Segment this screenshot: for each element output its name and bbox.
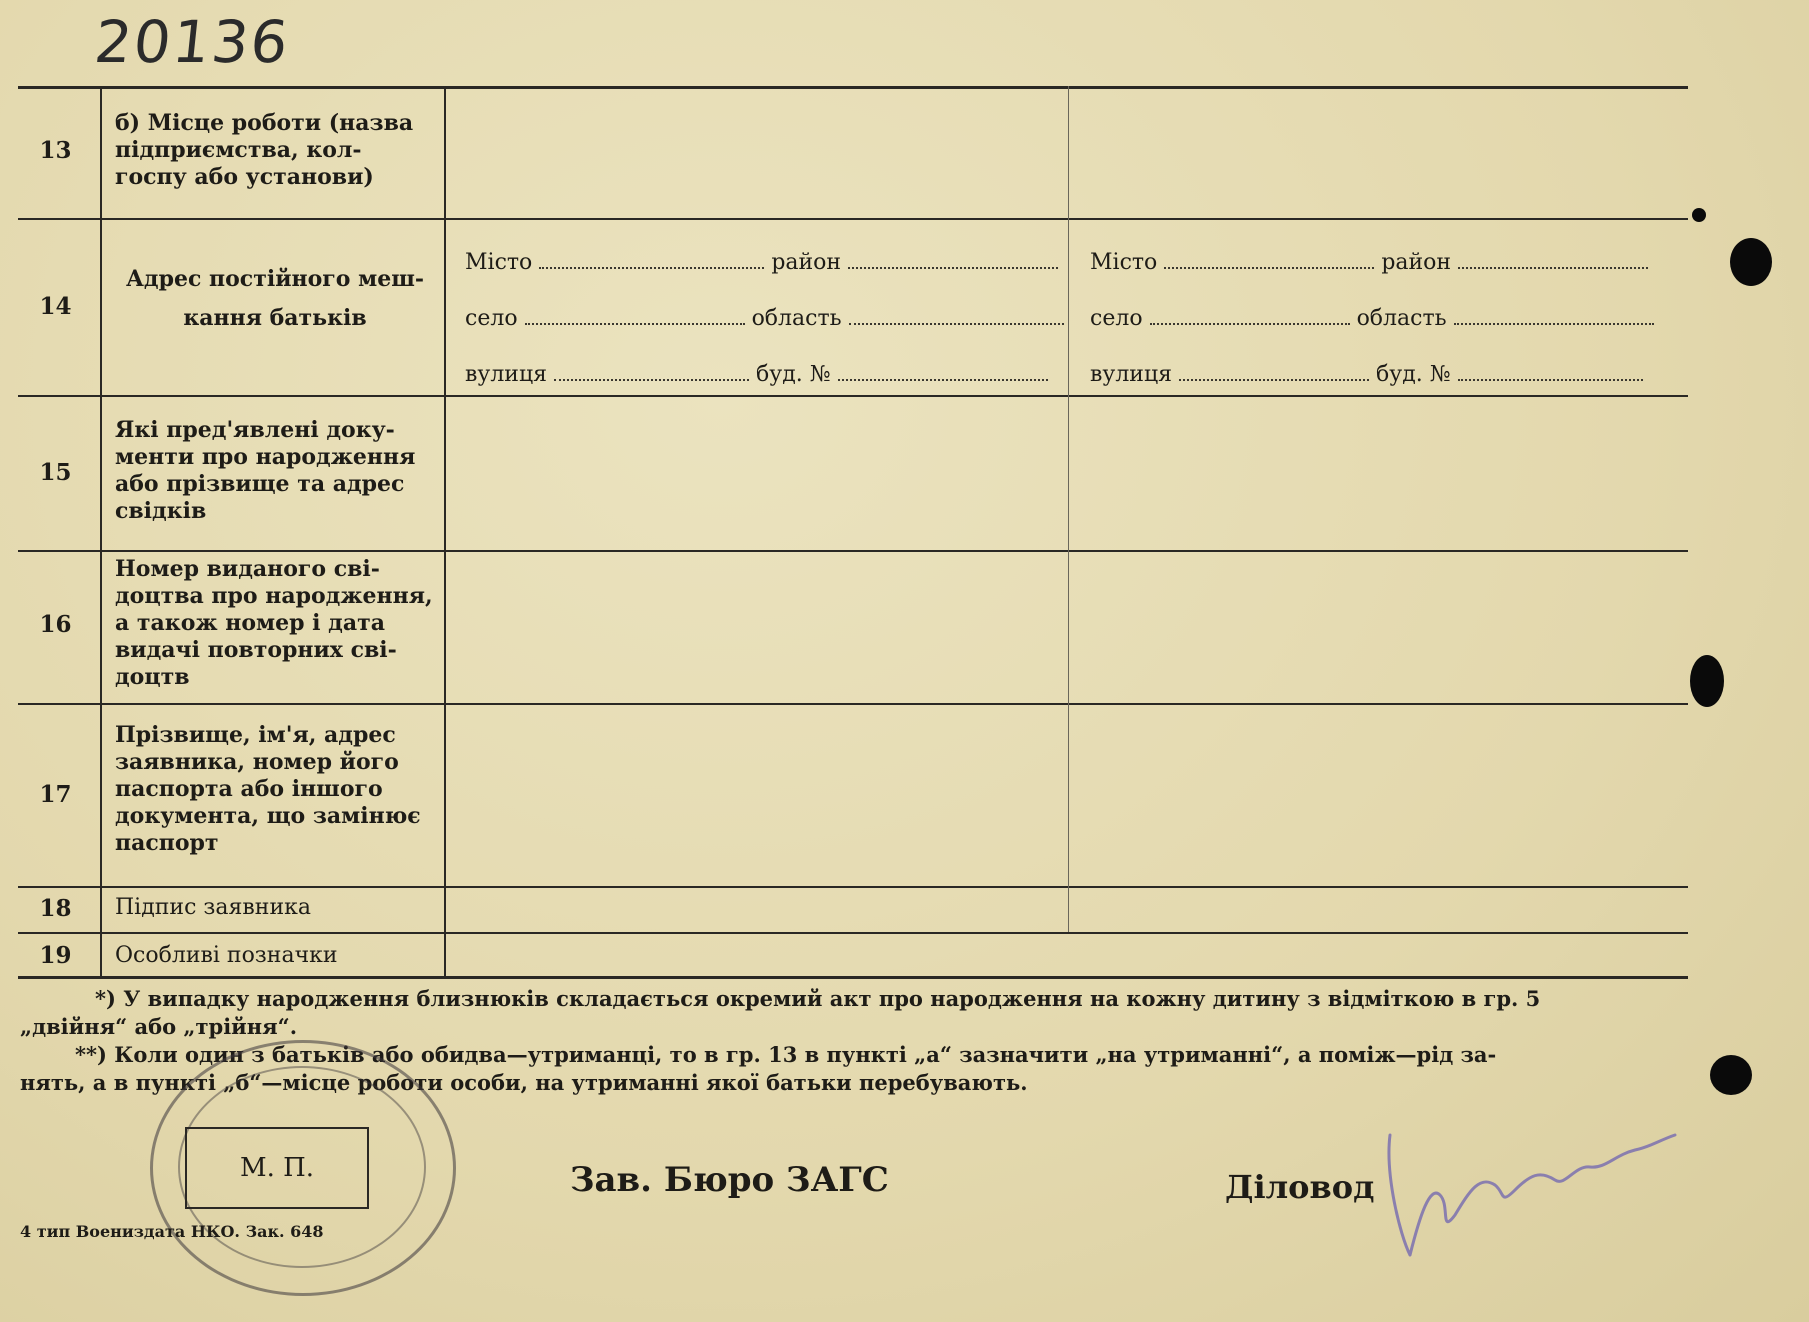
row-label: Підпис заявника [115,895,311,920]
clerk-signature [1380,1095,1680,1265]
row-number: 18 [39,895,72,922]
table-bottom-rule [18,976,1688,979]
row-divider [18,218,1688,220]
row-number: 14 [39,293,72,320]
punch-hole [1710,1055,1752,1095]
punch-hole [1690,655,1724,707]
row-label: Особливі позначки [115,943,338,968]
row-number: 13 [39,137,72,164]
address-village-line: село область [1090,306,1654,331]
parents-column-divider [1068,86,1069,932]
address-city-line: Місто район [1090,250,1648,275]
head-of-registry-label: Зав. Бюро ЗАГС [570,1160,889,1200]
row-label: Адрес постійного меш- кання батьків [126,266,424,331]
row-number: 15 [39,459,72,486]
row-divider [18,703,1688,705]
num-column-divider [100,86,102,976]
row-label: б) Місце роботи (назва підприємства, кол- госпу або установи) [115,110,414,190]
seal-placement-box: М. П. [185,1127,369,1209]
punch-hole [1730,238,1772,286]
row-divider [18,395,1688,397]
label-column-divider [444,86,446,976]
table-top-rule [18,86,1688,89]
address-city-line: Місто район [465,250,1058,275]
row-label: Прізвище, ім'я, адрес заявника, номер його паспорта або іншого документа, що замінює паспорт [115,722,421,856]
row-divider [18,932,1688,934]
row-number: 16 [39,611,72,638]
punch-hole [1692,208,1706,222]
address-street-line: вулиця буд. № [1090,362,1643,387]
address-village-line: село область [465,306,1064,331]
printer-imprint: 4 тип Воениздата НКО. Зак. 648 [20,1222,324,1241]
footnotes: *) У випадку народження близнюків складається окремий акт про народження на кожну дитину з відміткою в гр. 5 „двійня“ або „трійня“. **) Коли один з батьків або обидва—утриманці, то в гр. 13 в пункті „а“ зазначити „на утриманні“, а поміж—рід за- нять, а в пункті „б“—місце роботи особи, на утриманні якої батьки перебувають. [20,986,1541,1095]
row-label: Номер виданого сві- доцтва про народження, а також номер і дата видачі повторних сві- доцтв [115,556,433,690]
row-number: 17 [39,781,72,808]
row-divider [18,886,1688,888]
document-number: 20136 [91,8,294,76]
clerk-label: Діловод [1225,1168,1375,1206]
row-number: 19 [39,942,72,969]
row-label: Які пред'явлені доку- менти про народження або прізвище та адрес свідків [115,417,416,524]
row-divider [18,550,1688,552]
address-street-line: вулиця буд. № [465,362,1048,387]
